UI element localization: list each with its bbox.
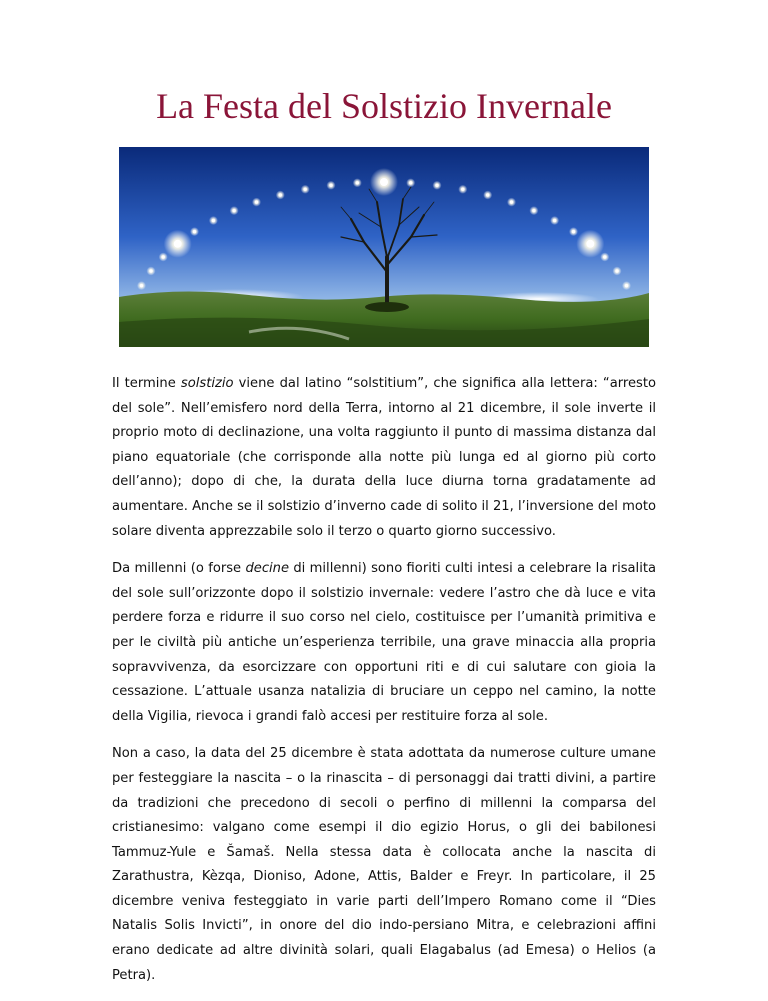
sun-core — [279, 193, 282, 196]
sun-core — [461, 188, 464, 191]
sun-core — [615, 269, 618, 272]
sun-core — [162, 255, 165, 258]
paragraph-2-pre: Da millenni (o forse — [112, 561, 246, 577]
paragraph-2-emphasis: decine — [245, 561, 290, 577]
paragraph-2 — [112, 557, 656, 729]
article-body — [112, 372, 656, 1001]
sun-core — [409, 181, 412, 184]
paragraph-1-pre: Il termine — [112, 376, 181, 391]
sun-core — [304, 188, 307, 191]
sun-core — [329, 184, 332, 187]
sun-core — [255, 201, 258, 204]
sun-core — [212, 219, 215, 222]
sun-core — [435, 184, 438, 187]
sun-core — [603, 255, 606, 258]
sun-core — [149, 269, 152, 272]
paragraph-3 — [112, 742, 656, 988]
paragraph-1-emphasis: solstizio — [180, 376, 234, 391]
sun-core — [532, 209, 535, 212]
paragraph-1 — [112, 372, 656, 544]
sun-core — [510, 201, 513, 204]
paragraph-3-text: Non a caso, la data del 25 dicembre è stata adottata da numerose culture umane per festeggiare la nascita – o la rinascita – di personaggi dai tratti divini, a partire da tradizioni che precedono di secoli o perfino di millenni la comparsa del cristianesimo: valgano come esempi il dio egizio Horus, o gli dei babilonesi Tammuz-Yule e Šamaš. Nella stessa data è collocata anche la nascita di Zarathustra, Kèzqa, Dioniso, Adone, Attis, Balder e Freyr. In particolare, il 25 dicembre veniva festeggiato in varie parti dell’Impero Romano come il “Dies Natalis Solis Invicti”, in onore del dio indo-persiano Mitra, e celebrazioni affini erano dedicate ad altre divinità solari, quali Elagabalus (ad Emesa) o Helios (a Petra). — [112, 746, 656, 983]
sun-core — [174, 240, 182, 248]
sun-core — [586, 240, 594, 248]
sun-core — [193, 230, 196, 233]
paragraph-2-post: di millenni) sono fioriti culti intesi a celebrare la risalita del sole sull’orizzonte dopo il solstizio invernale: vedere l’astro che dà luce e vita perdere forza e ridurre il suo corso nel cielo, costituisce per l’umanità primitiva e per le civiltà più antiche un’esperienza terribile, una grave minaccia alla propria sopravvivenza, da esorcizzare con opportuni riti e di cui salutare con gioia la cessazione. L’attuale usanza natalizia di bruciare un ceppo nel camino, la notte della Vigilia, rievoca i grandi falò accesi per restituire forza al sole. — [112, 561, 656, 724]
sun-core — [486, 193, 489, 196]
sun-core — [625, 284, 628, 287]
paragraph-1-post: viene dal latino “solstitium”, che significa alla lettera: “arresto del sole”. Nell’emisfero nord della Terra, intorno al 21 dicembre, il sole inverte il proprio moto di declinazione, una volta raggiunto il punto di massima distanza dal piano equatoriale (che corrisponde alla notte più lunga ed al giorno più corto dell’anno); dopo di che, la durata della luce diurna torna gradatamente ad aumentare. Anche se il solstizio d’inverno cade di solito il 21, l’inversione del moto solare diventa apprezzabile solo il terzo o quarto giorno successivo. — [112, 376, 656, 539]
sun-core — [572, 230, 575, 233]
sun-core — [140, 284, 143, 287]
sun-core — [356, 181, 359, 184]
sun-core — [553, 219, 556, 222]
sun-core — [380, 178, 388, 186]
solstice-photo — [119, 147, 649, 347]
sun-core — [233, 209, 236, 212]
page-title: La Festa del Solstizio Invernale — [156, 86, 612, 126]
sun-arc-image — [119, 147, 649, 347]
